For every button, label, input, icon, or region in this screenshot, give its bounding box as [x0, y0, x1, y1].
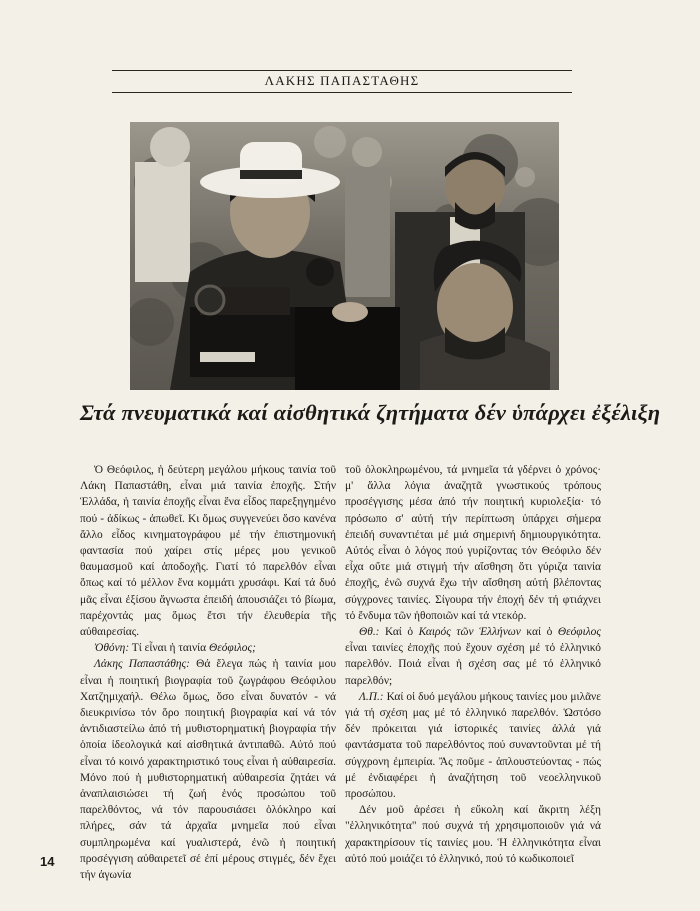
author-name: ΛΑΚΗΣ ΠΑΠΑΣΤΑΘΗΣ	[264, 73, 420, 88]
question-text: Τί εἶναι ἡ ταινία	[129, 642, 209, 655]
page-number: 14	[40, 854, 55, 869]
film-title: Καιρός τῶν Ἑλλήνων	[418, 626, 521, 639]
answer-paragraph	[80, 656, 336, 883]
paragraph: Ὁ Θεόφιλος, ἡ δεύτερη μεγάλου μήκους ταινία τοῦ Λάκη Παπαστάθη, εἶναι μιά ταινία ἐποχῆς. Στήν Ἑλλάδα, ἡ ταινία ἐποχῆς εἶναι ἕνα εἶδος παρεξηγημένο πού - ἀδίκως - ἀπωθεῖ. Κι ὅμως συγγενεύει ὅσο κανένα ἄλλο εἶδος κινηματογράφου μέ τήν ἐπιστημονική φαντασία πού χαίρει στίς μέρες μου γενικοῦ θαυμασμοῦ καί ἀποδοχῆς. Γιατί τό παρελθόν εἶναι ὅπως καί τό μέλλον ἕνα κομμάτι χρυσάφι. Καί τά δυό μᾶς εἶναι ἐξίσου ἄγνωστα ἐπειδή ἀπουσιάζει τό βίωμα, παρέχοντάς μας ὅμως ἔτσι τήν ἐλευθερία τῆς αὐθαιρεσίας.	[80, 464, 336, 639]
answer-text: Καί οἱ δυό μεγάλου μήκους ταινίες μου μιλᾶνε γιά τή σχέση μας μέ τό ἑλληνικό παρελθόν. Ὡστόσο δέν πρόκειται γιά ἱστορικές ταινίες ἀλλά γιά φαντάσματα τοῦ παρελθόντος πού συναντοῦνται μέ τή σύγχρονη ἐμπειρία. Ἄς ποῦμε - ἁπλουστεύοντας - πώς μέ ἐνδιαφέρει ἡ ἀναζήτηση τοῦ νεοελληνικοῦ προσώπου.	[345, 690, 601, 801]
question-text: Καί ὁ	[379, 626, 419, 639]
answer-text: Θά ἔλεγα πώς ἡ ταινία μου εἶναι ἡ ποιητική βιογραφία τοῦ ζωγράφου Θεόφιλου Χατζημιχαήλ. Θέλω ὅμως, ὅσο εἶναι δυνατόν - νά διευκρινίσω τόν ὅρο ποιητική βιογραφία καί νά τόν ἀντιδιαστείλω ἀπό τή μυθιστορηματική βιογραφία τήν ὁποία ἰδεολογικά καί αἰσθητικά ἀντιπαθῶ. Αὐτό πού εἶναι τό κοινό χαρακτηριστικό τους εἶναι ἡ αὐθαιρεσία. Μόνο πού ἡ μυθιστορηματική αὐθαιρεσία ζητάει νά ἀναπλαισιώσει τή ζωή ἑνός προσώπου τοῦ παρελθόντος, νά τόν παρουσιάσει ὁλόκληρο καί πλήρες, σάν τά ἀρχαῖα μνημεῖα πού εἶναι συμπληρωμένα καί γυαλιστερά, ἐνῶ ἡ ποιητική προσέγγιση αὐθαιρετεῖ σέ ἐπί μέρους στιγμές, δέν ἔχει τήν ἀγωνία	[80, 658, 337, 882]
article-column-right	[345, 462, 601, 867]
header-rule-top	[112, 70, 572, 71]
paragraph: Δέν μοῦ ἀρέσει ἡ εὔκολη καί ἄκριτη λέξη "ἑλληνικότητα" πού συχνά τή χρησιμοποιοῦν γιά νά χαρακτηρίσουν τίς ταινίες μου. Ἡ ἑλληνικότητα εἶναι αὐτό πού μοιάζει τό ἑλληνικό, πού τό κωδικοποιεῖ	[345, 804, 601, 865]
question-text: εἶναι ταινίες ἐποχῆς πού ἔχουν σχέση μέ τό ἑλληνικό παρελθόν. Ποιά εἶναι ἡ σχέση σας μέ τό ἑλληνικό παρελθόν;	[345, 642, 601, 687]
article-column-left	[80, 462, 336, 883]
question-text: καί ὁ	[520, 626, 558, 639]
speaker-label: Θθ.:	[359, 626, 380, 639]
question-paragraph	[80, 640, 336, 656]
question-paragraph	[345, 624, 601, 689]
speaker-label: Λάκης Παπαστάθης:	[94, 658, 190, 671]
speaker-label: Ὀθόνη:	[94, 642, 130, 655]
answer-paragraph	[345, 689, 601, 802]
film-set-photo	[130, 122, 559, 390]
header-rule-bottom	[112, 92, 572, 93]
paragraph: τοῦ ὁλοκληρωμένου, τά μνημεῖα τά γδέρνει ὁ χρόνος· μ' ἄλλα λόγια ἀναζητᾶ γνωστικούς τρόπους προσέγγισης μέσα ἀπό τήν ποιητική κυριολεξία· τό πρόσωπο σ' αὐτή τήν περίπτωση ὑπάρχει σήμερα ἐπειδή συναντιέται μέ μιά σημερινή δημιουργικότητα. Αὐτός εἶναι ὁ λόγος πού γυρίζοντας τόν Θεόφιλο δέν εἶχα οὔτε μιά στιγμή τήν αἴσθηση ὅτι γύριζα ταινία ἐποχῆς, ἐνῶ συχνά ἔχω τήν αἴσθηση αὐτή βλέποντας σύγχρονες ταινίες. Σίγουρα τήν ἐποχή δέν τή φτιάχνει τό ἔνδυμα τῶν ἠθοποιῶν καί τά ντεκόρ.	[345, 464, 601, 622]
film-title: Θεόφιλος	[557, 626, 602, 639]
speaker-label: Λ.Π.:	[359, 690, 384, 703]
article-headline: Στά πνευματικά καί αἰσθητικά ζητήματα δέν ὑπάρχει ἐξέλιξη	[80, 400, 661, 425]
film-title: Θεόφιλος;	[208, 642, 256, 655]
